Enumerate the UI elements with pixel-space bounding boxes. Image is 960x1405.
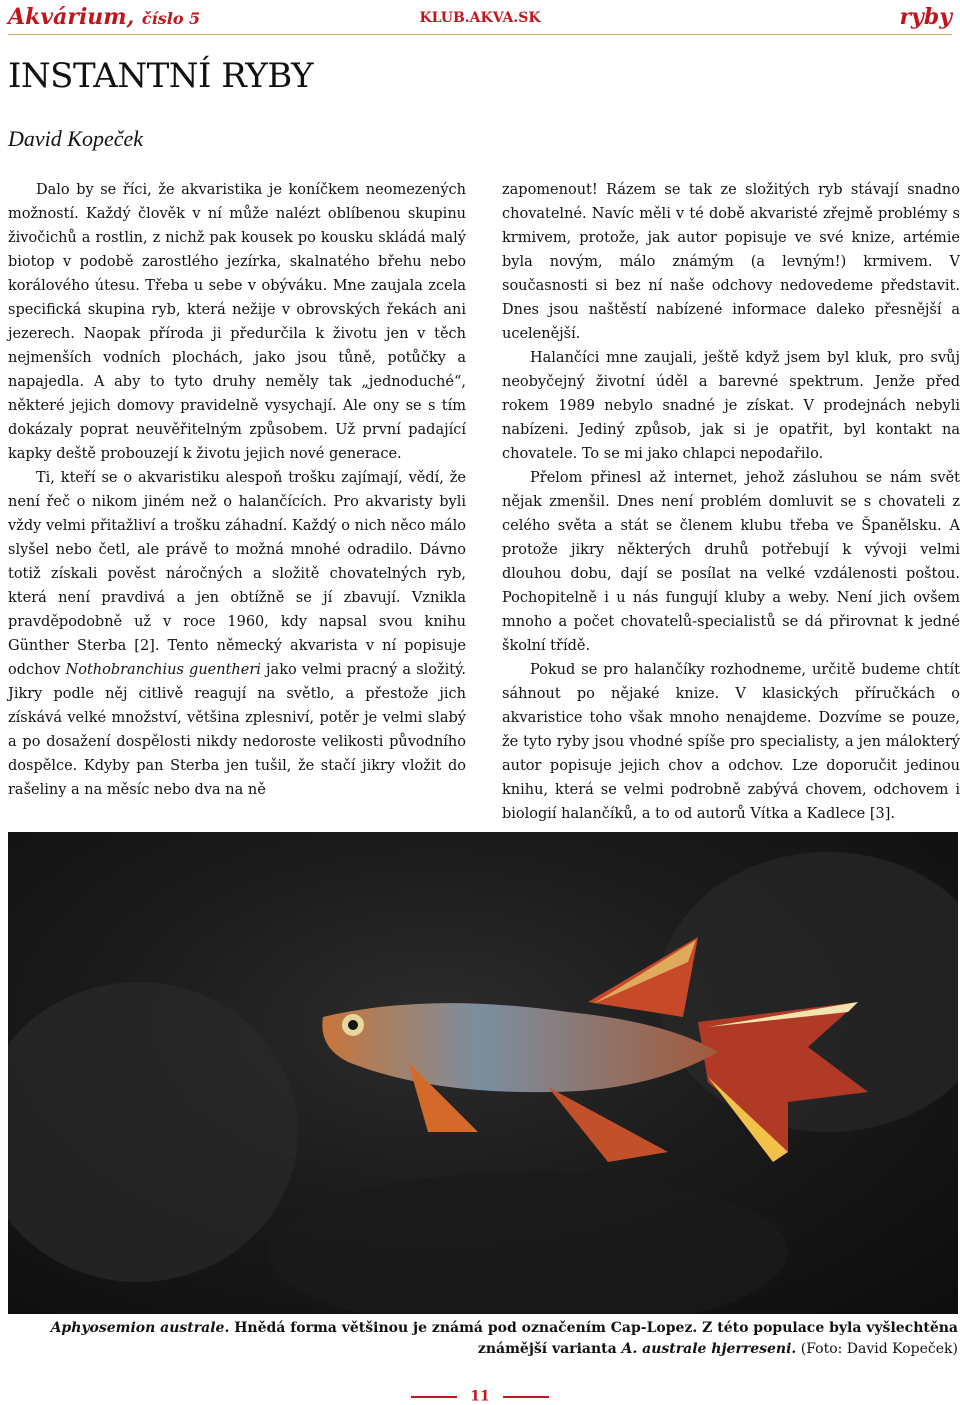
species-name: Nothobranchius guentheri (65, 662, 261, 678)
paragraph: Pokud se pro halančíky rozhodneme, určitě budeme chtít sáhnout po nějaké knize. V klasických příručkách o akvaristice toho však mnoho nenajdeme. Dozvíme se pouze, že tyto ryby jsou vhodné spíše pro specialisty, a jen málokterý autor popisuje jejich chov a odchov. Lze doporučit jedinou knihu, která se velmi podrobně zabývá chovem, odchovem i biologií halančíků, a to od autorů Vítka a Kadlece [3]. (502, 662, 960, 822)
fish-illustration (8, 832, 958, 1314)
caption-variant: A. australe hjerreseni. (621, 1341, 797, 1357)
paragraph: zapomenout! Rázem se tak ze složitých ryb stávají snadno chovatelné. Navíc měli v té době akvaristé zřejmě problémy s krmivem, protože, jak autor popisuje ve své knize, artémie byla novým, málo známým (a levným!) krmivem. V současnosti si bez ní naše odchovy nedovedeme představit. Dnes jsou naštěstí nabízené informace daleko přesnější a ucelenější. (502, 182, 960, 342)
footer-rule-left (411, 1396, 457, 1398)
paragraph-text: jako velmi pracný a složitý. Jikry podle něj citlivě reagují na světlo, a přestože jich získává velké množství, většina zplesniví, potěr je velmi slabý a po dosažení dospělosti nikdy nedoroste velikosti původního dospělce. Kdyby pan Sterba jen tušil, že stačí jikry vložit do rašeliny a na měsíc nebo dva na ně (8, 662, 466, 798)
text-column-right (502, 178, 960, 826)
caption-species: Aphyosemion australe. (50, 1320, 230, 1336)
caption-text: Hnědá forma většinou je známá pod označením Cap-Lopez. Z této populace byla vyšlechtěna známější varianta (229, 1320, 958, 1357)
magazine-name: Akvárium, (8, 4, 135, 30)
footer-rule-right (503, 1396, 549, 1398)
paragraph (8, 466, 466, 802)
paragraph: Halančíci mne zaujali, ještě když jsem byl kluk, pro svůj neobyčejný životní úděl a barevné spektrum. Jenže před rokem 1989 nebylo snadné je získat. V prodejnách nebyli nabízeni. Jediný způsob, jak si je opatřit, byl kontakt na chovatele. To se mi jako chlapci nepodařilo. (502, 350, 960, 462)
page-header (8, 0, 952, 35)
article-author: David Kopeček (8, 126, 143, 151)
article-title: INSTANTNÍ RYBY (8, 56, 314, 96)
page-number: 11 (470, 1388, 490, 1405)
issue-number: číslo 5 (141, 9, 201, 28)
site-name: KLUB.AKVA.SK (419, 10, 541, 26)
photo-caption (40, 1318, 958, 1360)
photo-credit: (Foto: David Kopeček) (796, 1341, 958, 1357)
fish-photo (8, 832, 958, 1314)
paragraph-text: Ti, kteří se o akvaristiku alespoň trošku zajímají, vědí, že není řeč o nikom jiném než o halančících. Pro akvaristy byli vždy velmi přitažliví a trošku záhadní. Každý o nich něco málo slyšel nebo četl, ale právě to možná mnohé odradilo. Dávno totiž získali pověst náročných a složitě chovatelných ryb, která není pravdivá a jen obtížně se jí zbavují. Vznikla pravděpodobně už v roce 1960, kdy napsal svou knihu Günther Sterba [2]. Tento německý akvarista v ní popisuje odchov (8, 470, 466, 678)
text-column-left (8, 178, 466, 802)
paragraph: Dalo by se říci, že akvaristika je koníčkem neomezených možností. Každý člověk v ní může nalézt oblíbenou skupinu živočichů a rostlin, z nichž pak kousek po kousku skládá malý biotop v podobě zarostlého jezírka, skalnatého břehu nebo korálového útesu. Třeba u sebe v obýváku. Mne zaujala zcela specifická skupina ryb, která nežije v obrovských řekách ani jezerech. Naopak příroda ji předurčila k životu jen v těch nejmenších vodních plochách, jako jsou tůně, potůčky a napajedla. A aby to tyto druhy neměly tak „jednoduché“, některé jejich domovy pravidelně vysychají. Ale ony se s tím dokázaly poprat neuvěřitelným způsobem. Už první padající kapky deště probouzejí k životu jejich nové generace. (8, 182, 466, 462)
paragraph: Přelom přinesl až internet, jehož zásluhou se nám svět nějak zmenšil. Dnes není problém domluvit se s chovateli z celého světa a stát se členem klubu třeba ve Španělsku. A protože jikry některých druhů potřebují k vývoji velmi dlouhou dobu, dají se posílat na velké vzdálenosti poštou. Pochopitelně i u nás fungují kluby a weby. Není jich ovšem mnoho a počet chovatelů-specialistů se dá přirovnat k jedné školní třídě. (502, 470, 960, 654)
page-footer (0, 1386, 960, 1404)
section-name: ryby (899, 4, 952, 30)
